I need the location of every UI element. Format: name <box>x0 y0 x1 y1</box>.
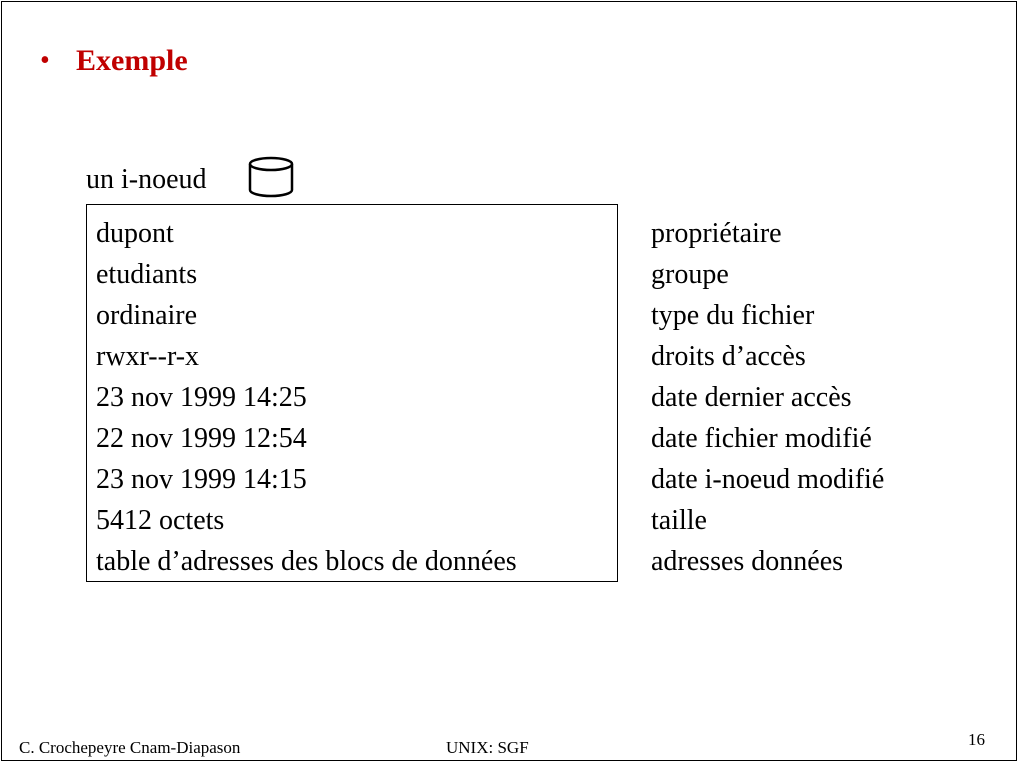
inode-label: un i-noeud <box>86 164 207 195</box>
footer-title: UNIX: SGF <box>446 738 529 757</box>
slide <box>1 1 1017 761</box>
inode-value: rwxr--r-x <box>96 341 200 372</box>
inode-value: ordinaire <box>96 300 198 331</box>
field-label: droits d’accès <box>651 341 806 372</box>
inode-value: 22 nov 1999 12:54 <box>96 423 307 454</box>
field-label: propriétaire <box>651 218 782 249</box>
field-label: taille <box>651 505 707 536</box>
inode-values <box>96 213 517 582</box>
cylinder-database-icon <box>247 156 295 200</box>
inode-value: table d’adresses des blocs de données <box>96 546 517 577</box>
page-number: 16 <box>968 730 985 749</box>
footer-author: C. Crochepeyre Cnam-Diapason <box>19 738 241 757</box>
heading-text: Exemple <box>76 44 188 77</box>
inode-value: 23 nov 1999 14:25 <box>96 382 307 413</box>
field-label: date dernier accès <box>651 382 852 413</box>
slide-heading <box>40 44 188 78</box>
field-label: date i-noeud modifié <box>651 464 885 495</box>
inode-value: 23 nov 1999 14:15 <box>96 464 307 495</box>
bullet-icon: • <box>40 45 50 76</box>
inode-value: etudiants <box>96 259 198 290</box>
inode-field-labels <box>651 213 884 582</box>
field-label: groupe <box>651 259 729 290</box>
field-label: date fichier modifié <box>651 423 872 454</box>
field-label: type du fichier <box>651 300 815 331</box>
inode-value: dupont <box>96 218 174 249</box>
field-label: adresses données <box>651 546 844 577</box>
inode-value: 5412 octets <box>96 505 225 536</box>
